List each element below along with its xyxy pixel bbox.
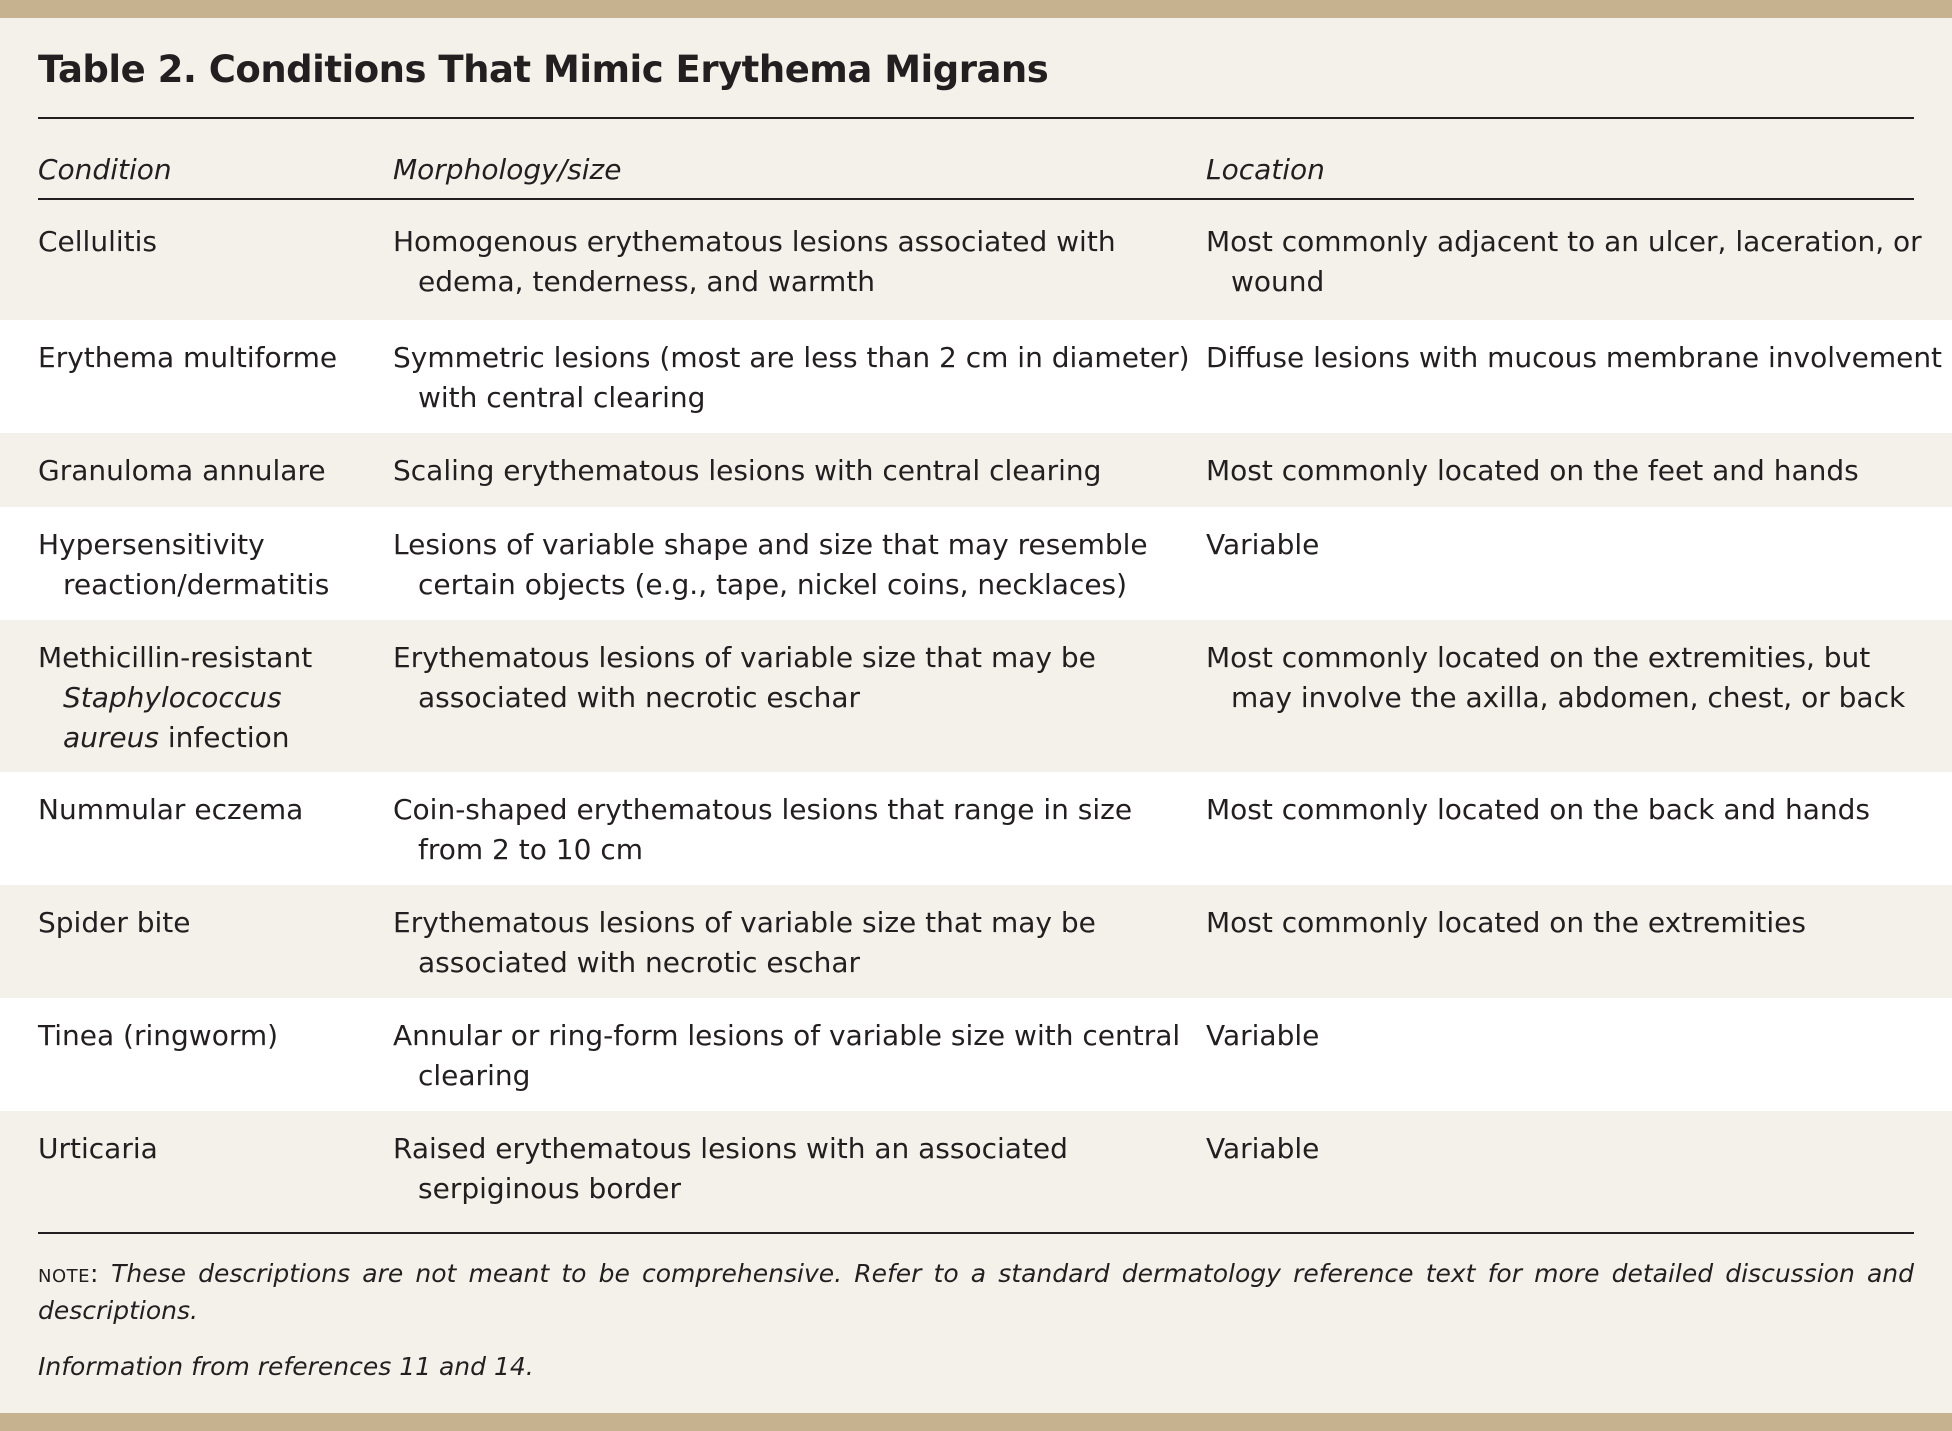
table-row xyxy=(0,772,1952,885)
cell-morphology: Symmetric lesions (most are less than 2 cm in diameter) with central clearing xyxy=(393,341,1190,414)
table-header-row xyxy=(0,150,1952,190)
cell-condition: Granuloma annulare xyxy=(38,454,326,487)
cell-condition: Erythema multiforme xyxy=(38,341,338,374)
note-text: These descriptions are not meant to be comprehensive. Refer to a standard dermatology reference text for more detailed discussion and descriptions. xyxy=(38,1259,1914,1325)
table-row xyxy=(0,1111,1952,1231)
column-header-condition: Condition xyxy=(38,153,172,186)
cell-condition: Hypersensitivity reaction/dermatitis xyxy=(38,528,330,601)
table-row xyxy=(0,620,1952,772)
cell-morphology: Scaling erythematous lesions with central clearing xyxy=(393,454,1102,487)
cell-location: Variable xyxy=(1206,1132,1320,1165)
table-row xyxy=(0,998,1952,1111)
condition-prefix: Methicillin-resistant xyxy=(38,641,313,674)
column-header-location: Location xyxy=(1206,153,1325,186)
note-label: note: xyxy=(38,1259,99,1288)
condition-italic: Staphylococcus aureus xyxy=(63,681,282,754)
cell-condition: Tinea (ringworm) xyxy=(38,1019,279,1052)
condition-suffix: infection xyxy=(158,721,290,754)
cell-morphology: Homogenous erythematous lesions associated with edema, tenderness, and warmth xyxy=(393,225,1116,298)
cell-location: Variable xyxy=(1206,528,1320,561)
cell-location: Most commonly located on the back and hands xyxy=(1206,793,1870,826)
top-border-bar xyxy=(0,0,1952,18)
cell-condition: Urticaria xyxy=(38,1132,158,1165)
table-note xyxy=(38,1255,1914,1329)
cell-condition: Spider bite xyxy=(38,906,191,939)
cell-morphology: Coin-shaped erythematous lesions that range in size from 2 to 10 cm xyxy=(393,793,1133,866)
cell-location: Most commonly located on the extremities xyxy=(1206,906,1806,939)
table-row xyxy=(0,507,1952,620)
bottom-border-bar xyxy=(0,1413,1952,1431)
cell-location: Variable xyxy=(1206,1019,1320,1052)
cell-morphology: Lesions of variable shape and size that may resemble certain objects (e.g., tape, nickel coins, necklaces) xyxy=(393,528,1148,601)
column-header-morphology: Morphology/size xyxy=(393,153,622,186)
cell-condition: Nummular eczema xyxy=(38,793,304,826)
cell-morphology: Erythematous lesions of variable size that may be associated with necrotic eschar xyxy=(393,906,1096,979)
title-rule xyxy=(38,117,1914,119)
cell-morphology: Erythematous lesions of variable size that may be associated with necrotic eschar xyxy=(393,641,1096,714)
table-bottom-rule xyxy=(38,1232,1914,1234)
table-title: Table 2. Conditions That Mimic Erythema Migrans xyxy=(38,48,1049,91)
table-row xyxy=(0,433,1952,507)
cell-location: Most commonly adjacent to an ulcer, laceration, or wound xyxy=(1206,225,1922,298)
cell-location: Diffuse lesions with mucous membrane involvement xyxy=(1206,341,1943,374)
cell-condition xyxy=(38,638,378,758)
cell-location: Most commonly located on the extremities, but may involve the axilla, abdomen, chest, or back xyxy=(1206,641,1906,714)
cell-morphology: Annular or ring-form lesions of variable size with central clearing xyxy=(393,1019,1181,1092)
cell-condition: Cellulitis xyxy=(38,225,157,258)
cell-morphology: Raised erythematous lesions with an associated serpiginous border xyxy=(393,1132,1068,1205)
cell-location: Most commonly located on the feet and hands xyxy=(1206,454,1859,487)
source-citation: Information from references 11 and 14. xyxy=(38,1352,534,1381)
table-row xyxy=(0,885,1952,998)
table-row xyxy=(0,200,1952,320)
table-row xyxy=(0,320,1952,433)
